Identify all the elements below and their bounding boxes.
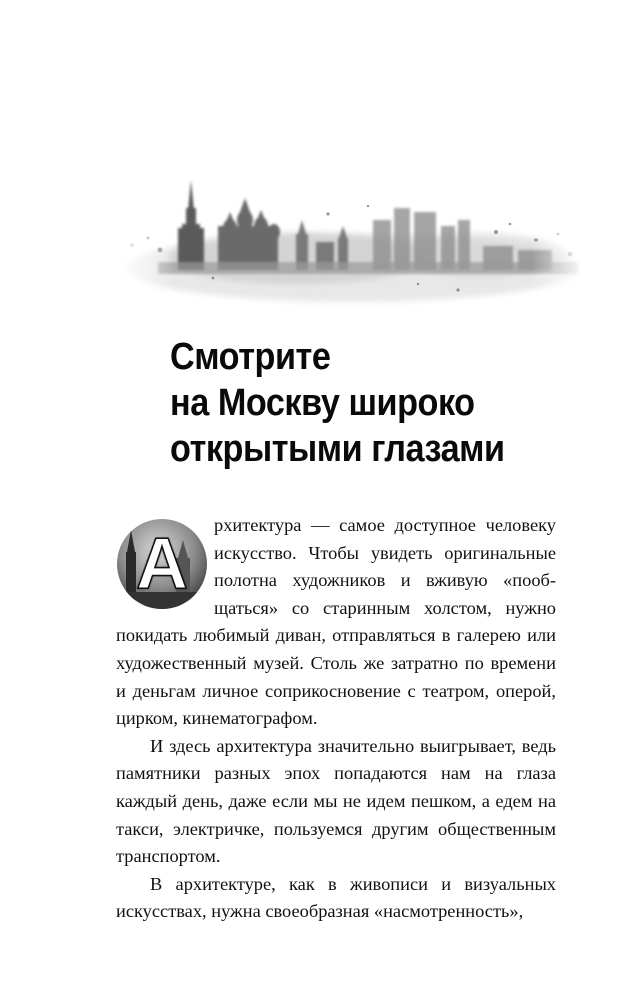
chapter-title-line-1: Смотрите: [170, 336, 331, 378]
moscow-skyline-illustration: [118, 150, 588, 308]
dropcap-letter: А: [136, 524, 188, 604]
dropcap: [116, 518, 208, 610]
body-text: [116, 512, 556, 926]
paragraph-1: [116, 512, 556, 733]
paragraph-3: В архитектуре, как в живописи и визуальных искусствах, нужна своеобразная «насмотренность»,: [116, 873, 556, 922]
chapter-title-line-2: на Москву широко: [170, 382, 475, 424]
chapter-title-line-3: открытыми глазами: [170, 428, 505, 470]
paragraph-1-text: рхитектура — самое доступное человеку искусство. Чтобы увидеть оригинальные полотна художников и вживую «пообщаться» со старинным холстом, нужно покидать любимый диван, отправляться в галерею или художественный музей. Столь же затратно по времени и деньгам личное соприкосновение с театром, оперой, цирком, кинематографом.: [116, 515, 556, 729]
chapter-title: [170, 334, 505, 472]
paragraph-2: И здесь архитектура значительно выигрывает, ведь памятники разных эпох попадаются нам на глаза каждый день, даже если мы не идем пешком, а едем на такси, электричке, пользуемся другим общественным транспортом.: [116, 735, 556, 867]
